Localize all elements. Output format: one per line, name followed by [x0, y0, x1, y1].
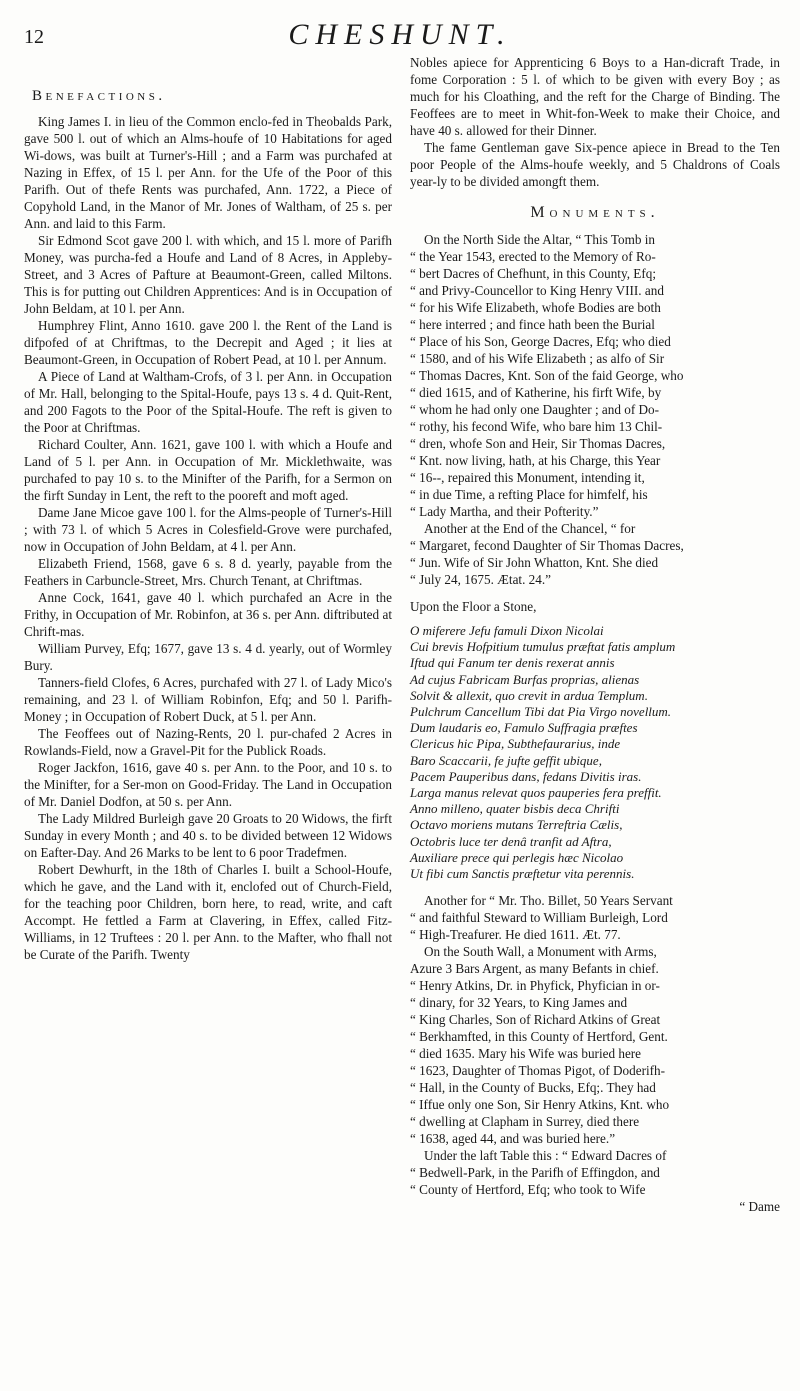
latin-line: O miferere Jefu famuli Dixon Nicolai [410, 623, 604, 638]
inscription-line: On the South Wall, a Monument with Arms, [424, 944, 657, 960]
inscription-line: “ and faithful Steward to William Burleigh, Lord [410, 910, 668, 926]
latin-line: Octobris luce ter denâ tranfit ad Aftra, [410, 833, 612, 849]
inscription-line: “ Margaret, fecond Daughter of Sir Thomas Dacres, [410, 538, 684, 553]
latin-line: Pacem Pauperibus dans, fedans Divitis iras. [410, 768, 642, 784]
inscription-line: “ 1623, Daughter of Thomas Pigot, of Doderifh- [410, 1063, 666, 1079]
inscription-line: “ King Charles, Son of Richard Atkins of Great [410, 1012, 661, 1028]
inscription-line: Another at the End of the Chancel, “ for [424, 521, 636, 536]
atkins-monument [410, 943, 780, 1147]
benefaction-paragraph: Robert Dewhurft, in the 18th of Charles I. built a School-Houfe, which he gave, and the Land with it, enclofed out of Church-Field, for the teaching poor Children, born here, to read, write, and caft Accompt. He fettled a Farm at Clavering, in Effex, called Fitz-Williams, in 12 Truftees : 20 l. per Ann. to the Mafter, who fhall not be Curate of the Parifh. Twenty [24, 862, 392, 962]
bread-coals-paragraph: The fame Gentleman gave Six-pence apiece in Bread to the Ten poor People of the Alms-houfe weekly, and 5 Chaldrons of Coals year-ly to be divided amongft them. [410, 140, 780, 189]
latin-line: Baro Scaccarii, fe jufte geffit ubique, [410, 752, 602, 768]
inscription-line: “ Hall, in the County of Bucks, Efq;. They had [410, 1080, 656, 1096]
inscription-line: “ and Privy-Councellor to King Henry VIII. and [410, 283, 664, 298]
benefaction-paragraph: Richard Coulter, Ann. 1621, gave 100 l. with which a Houfe and Land of 5 l. per Ann. in Occupation of Mr. Micklethwaite, was purchafed to pay 10 s. to the Minifter of the Parifh, for a Sermon on the firft Sunday in Lent, the reft to the pooreft and moft aged. [24, 437, 392, 503]
latin-line: Solvit & allexit, quo crevit in ardua Templum. [410, 687, 648, 703]
billet-inscription [410, 892, 780, 943]
inscription-line: “ 16--, repaired this Monument, intending it, [410, 470, 645, 485]
inscription-line: “ High-Treafurer. He died 1611. Æt. 77. [410, 927, 621, 943]
benefaction-paragraph: Humphrey Flint, Anno 1610. gave 200 l. the Rent of the Land is difpofed of at Chriftmas, to the Decrepit and Aged ; it lies at Beaumont-Green, in Occupation of Robert Pead, at 10 l. per Annum. [24, 318, 392, 367]
inscription-line: “ Knt. now living, hath, at his Charge, this Year [410, 453, 661, 468]
benefactions-heading: Benefactions. [32, 88, 166, 104]
inscription-line: “ Bedwell-Park, in the Parifh of Effingdon, and [410, 1165, 660, 1181]
apprenticing-paragraph: Nobles apiece for Apprenticing 6 Boys to a Han-dicraft Trade, in fome Corporation : 5 l. of which to be given with every Boy ; as much for his Cloathing, and the reft for the Charge of Binding. The Feoffees are to meet in Whit-fon-Week to make their Choice, and have 40 s. allowed for their Dinner. [410, 55, 780, 138]
benefaction-paragraph: A Piece of Land at Waltham-Crofs, of 3 l. per Ann. in Occupation of Mr. Hall, belonging to the Spital-Houfe, pays 13 s. 4 d. Quit-Rent, and 200 Fagots to the Poor of the Spital-Houfe. The reft is given to the Poor at Chriftmas. [24, 369, 392, 435]
inscription-line: “ dwelling at Clapham in Surrey, died there [410, 1114, 640, 1130]
inscription-line: “ 1638, aged 44, and was buried here.” [410, 1131, 616, 1147]
inscription-line: “ died 1615, and of Katherine, his firft Wife, by [410, 385, 662, 400]
benefaction-paragraph: The Feoffees out of Nazing-Rents, 20 l. pur-chafed 2 Acres in Rowlands-Field, now a Gravel-Pit for the Publick Roads. [24, 726, 392, 758]
benefaction-paragraph: Dame Jane Micoe gave 100 l. for the Alms-people of Turner's-Hill ; with 73 l. of which 5 Acres in Colesfield-Grove were purchafed, now in Occupation of John Beldam, at 4 l. per Ann. [24, 505, 392, 554]
inscription-line: “ bert Dacres of Chefhunt, in this County, Efq; [410, 266, 656, 281]
inscription-line: “ Thomas Dacres, Knt. Son of the faid George, who [410, 368, 684, 383]
inscription-line: “ Lady Martha, and their Pofterity.” [410, 504, 599, 519]
margaret-inscription [410, 520, 780, 588]
inscription-line: “ July 24, 1675. Ætat. 24.” [410, 572, 552, 587]
benefaction-paragraph: The Lady Mildred Burleigh gave 20 Groats to 20 Widows, the firft Sunday in every Month ; and 40 s. to be divided between 12 Widows on Eafter-Day. And 26 Marks to be lent to 6 poor Tradefmen. [24, 811, 392, 860]
latin-line: Auxiliare prece qui perlegis hæc Nicolao [410, 849, 624, 865]
latin-line: Ad cujus Fabricam Burfas proprias, alienas [410, 671, 640, 687]
inscription-line: “ here interred ; and fince hath been the Burial [410, 317, 655, 332]
inscription-line: “ whom he had only one Daughter ; and of Do- [410, 402, 660, 417]
latin-epitaph [410, 623, 780, 882]
right-column [410, 54, 780, 1215]
benefaction-paragraph: Sir Edmond Scot gave 200 l. with which, and 15 l. more of Parifh Money, was purcha-fed a Houfe and Land of 8 Acres, in Appleby-Street, and 3 Acres of Pafture at Beaumont-Green, called Miltons. This is for putting out Children Apprentices: And is in Occupation of John Beldam, at 10 l. per Ann. [24, 233, 392, 316]
latin-line: Larga manus relevat quos pauperies fera preffit. [410, 785, 662, 801]
latin-line: Dum laudaris eo, Famulo Suffragia præftes [410, 720, 638, 736]
inscription-line: “ Jun. Wife of Sir John Whatton, Knt. She died [410, 555, 659, 570]
benefaction-paragraph: Roger Jackfon, 1616, gave 40 s. per Ann. to the Poor, and 10 s. to the Minifter, for a Ser-mon on Good-Friday. The Land in Occupation of Mr. Daniel Dodfon, at 50 s. per Ann. [24, 760, 392, 809]
floor-stone-intro: Upon the Floor a Stone, [410, 599, 537, 614]
inscription-line: “ County of Hertford, Efq; who took to Wife [410, 1182, 646, 1198]
latin-line: Iftud qui Fanum ter denis rexerat annis [410, 655, 615, 671]
inscription-line: “ for his Wife Elizabeth, whofe Bodies are both [410, 300, 661, 315]
inscription-line: “ Berkhamfted, in this County of Hertford, Gent. [410, 1029, 668, 1045]
catchword: “ Dame [739, 1199, 780, 1215]
benefaction-paragraph: King James I. in lieu of the Common enclo-fed in Theobalds Park, gave 500 l. out of which an Alms-houfe of 10 Habitations for aged Wi-dows, was built at Turner's-Hill ; and a Farm was purchafed at Nazing in Effex, of 15 l. per Ann. for the Ufe of the Poor of this Parifh. Out of thefe Rents was purchafed, Ann. 1722, a Piece of Copyhold Land, in the Manor of Mr. Jones of Waltham, of 25 s. per Ann. and laid to this Farm. [24, 114, 392, 231]
latin-line: Clericus hic Pipa, Subthefaurarius, inde [410, 736, 621, 752]
benefaction-paragraph: Anne Cock, 1641, gave 40 l. which purchafed an Acre in the Frithy, in Occupation of Mr. Robinfon, at 36 s. per Ann. diftributed at Chrift-mas. [24, 590, 392, 639]
left-column [24, 54, 392, 963]
inscription-line: “ dren, whofe Son and Heir, Sir Thomas Dacres, [410, 436, 666, 451]
latin-line: Pulchrum Cancellum Tibi dat Pia Virgo novellum. [410, 704, 672, 720]
benefaction-paragraph: Elizabeth Friend, 1568, gave 6 s. 8 d. yearly, payable from the Feathers in Carbuncle-Street, Mrs. Church Tenant, at Chriftmas. [24, 556, 392, 588]
inscription-line: On the North Side the Altar, “ This Tomb in [424, 232, 656, 247]
inscription-line: Another for “ Mr. Tho. Billet, 50 Years Servant [424, 893, 673, 909]
inscription-line: “ Place of his Son, George Dacres, Efq; who died [410, 334, 671, 349]
monuments-heading: Monuments. [530, 204, 660, 221]
inscription-line: Under the laft Table this : “ Edward Dacres of [424, 1148, 667, 1164]
inscription-line: “ rothy, his fecond Wife, who bare him 13 Chil- [410, 419, 663, 434]
benefaction-paragraph: William Purvey, Efq; 1677, gave 13 s. 4 d. yearly, out of Wormley Bury. [24, 641, 392, 673]
latin-line: Octavo moriens mutans Terreftria Cælis, [410, 817, 623, 833]
inscription-line: “ dinary, for 32 Years, to King James and [410, 995, 628, 1011]
inscription-line: “ in due Time, a refting Place for himfelf, his [410, 487, 648, 502]
edward-dacres-inscription [410, 1147, 780, 1215]
inscription-line: “ Henry Atkins, Dr. in Phyfick, Phyfician in or- [410, 978, 660, 994]
inscription-line: “ Iffue only one Son, Sir Henry Atkins, Knt. who [410, 1097, 670, 1113]
dacres-tomb-inscription [410, 231, 780, 520]
inscription-line: “ died 1635. Mary his Wife was buried here [410, 1046, 642, 1062]
running-head: CHESHUNT. [288, 18, 512, 51]
benefaction-paragraph: Tanners-field Clofes, 6 Acres, purchafed with 27 l. of Lady Mico's remaining, and 23 l. of William Robinfon, Efq; and 50 l. Parifh-Money ; in Occupation of Robert Duck, at 5 l. per Ann. [24, 675, 392, 724]
latin-line: Ut fibi cum Sanctis præftetur vita perennis. [410, 866, 635, 882]
inscription-line: “ the Year 1543, erected to the Memory of Ro- [410, 249, 656, 264]
inscription-line: Azure 3 Bars Argent, as many Befants in chief. [410, 961, 659, 977]
page-number: 12 [24, 26, 44, 48]
latin-line: Cui brevis Hofpitium tumulus præftat fatis amplum [410, 639, 676, 655]
latin-line: Anno milleno, quater bisbis deca Chrifti [410, 801, 620, 817]
inscription-line: “ 1580, and of his Wife Elizabeth ; as alfo of Sir [410, 351, 665, 366]
